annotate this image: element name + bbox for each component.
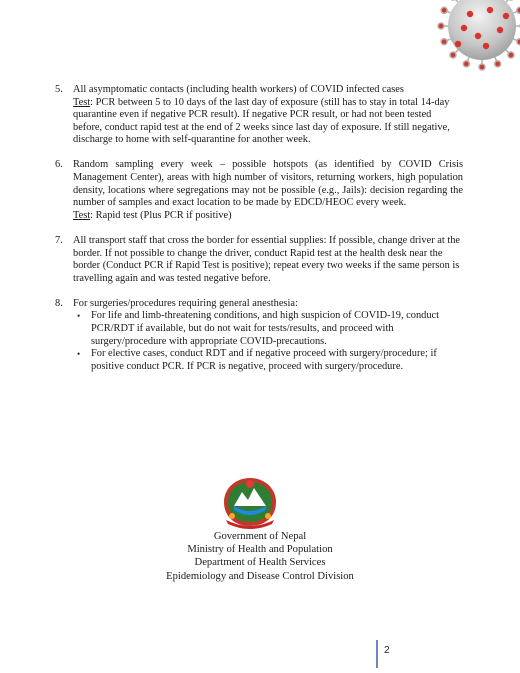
item-number: 5. — [55, 84, 63, 95]
footer-line-ministry: Ministry of Health and Population — [187, 544, 333, 556]
list-item-5 — [55, 84, 463, 147]
item-text: Random sampling every week – possible hotspots (as identified by COVID Crisis Management Center), areas with high number of visitors, returning workers, high population density, locations where segregations may not be possible (e.g., Jails): decision regarding the number of samples and exact location to be made by EDCD/HEOC every week. — [73, 159, 463, 209]
item-text: All transport staff that cross the border for essential supplies: If possible, change driver at the border. If not possible to change the driver, conduct Rapid test at the health desk near the border (Conduct PCR if Rapid Test is positive); repeat every two weeks if the same person is travelling again and was tested negative before. — [73, 234, 461, 284]
item-number: 6. — [55, 159, 63, 171]
bullet-item: • For life and limb-threatening conditions, and high suspicion of COVID-19, conduct PCR/RDT if available, but do not wait for tests/results, and proceed with surgery/procedure with appropriate COVID-precautions. — [77, 310, 440, 347]
test-text: : PCR between 5 to 10 days of the last day of exposure (still has to stay in total 14-day quarantine even if negative PCR result). If negative PCR result, or had not been tested before, conduct rapid test at the end of 2 weeks since last day of exposure. If still negative, discharge to home with self-quarantine for another week. — [73, 96, 450, 146]
guideline-list — [55, 84, 463, 386]
list-item-6 — [55, 159, 463, 222]
nepal-emblem-icon — [220, 476, 280, 532]
footer-line-government: Government of Nepal — [213, 531, 307, 542]
bullet-icon: • — [77, 349, 81, 360]
item-text: All asymptomatic contacts (including health workers) of COVID infected cases — [73, 84, 404, 95]
bullet-item: • For elective cases, conduct RDT and if negative proceed with surgery/procedure; if positive conduct PCR. If PCR is negative, proceed with surgery/procedure. — [77, 348, 437, 372]
footer-line-division: Epidemiology and Disease Control Division — [166, 570, 354, 582]
bullet-icon: • — [77, 311, 81, 322]
item-text: For surgeries/procedures requiring general anesthesia: — [73, 297, 298, 309]
footer-organization — [110, 530, 410, 583]
item-number: 7. — [55, 234, 63, 246]
test-label: Test — [73, 96, 91, 108]
page-number: 2 — [384, 645, 390, 656]
coronavirus-icon — [420, 0, 520, 78]
bullet-list — [73, 310, 463, 373]
test-text: : Rapid test (Plus PCR if positive) — [90, 209, 232, 221]
test-label: Test — [73, 209, 91, 221]
footer-line-department: Department of Health Services — [194, 557, 326, 569]
list-item-7 — [55, 235, 463, 285]
list-item-8 — [55, 298, 463, 374]
item-number: 8. — [55, 297, 63, 309]
page-number-divider — [376, 640, 378, 668]
